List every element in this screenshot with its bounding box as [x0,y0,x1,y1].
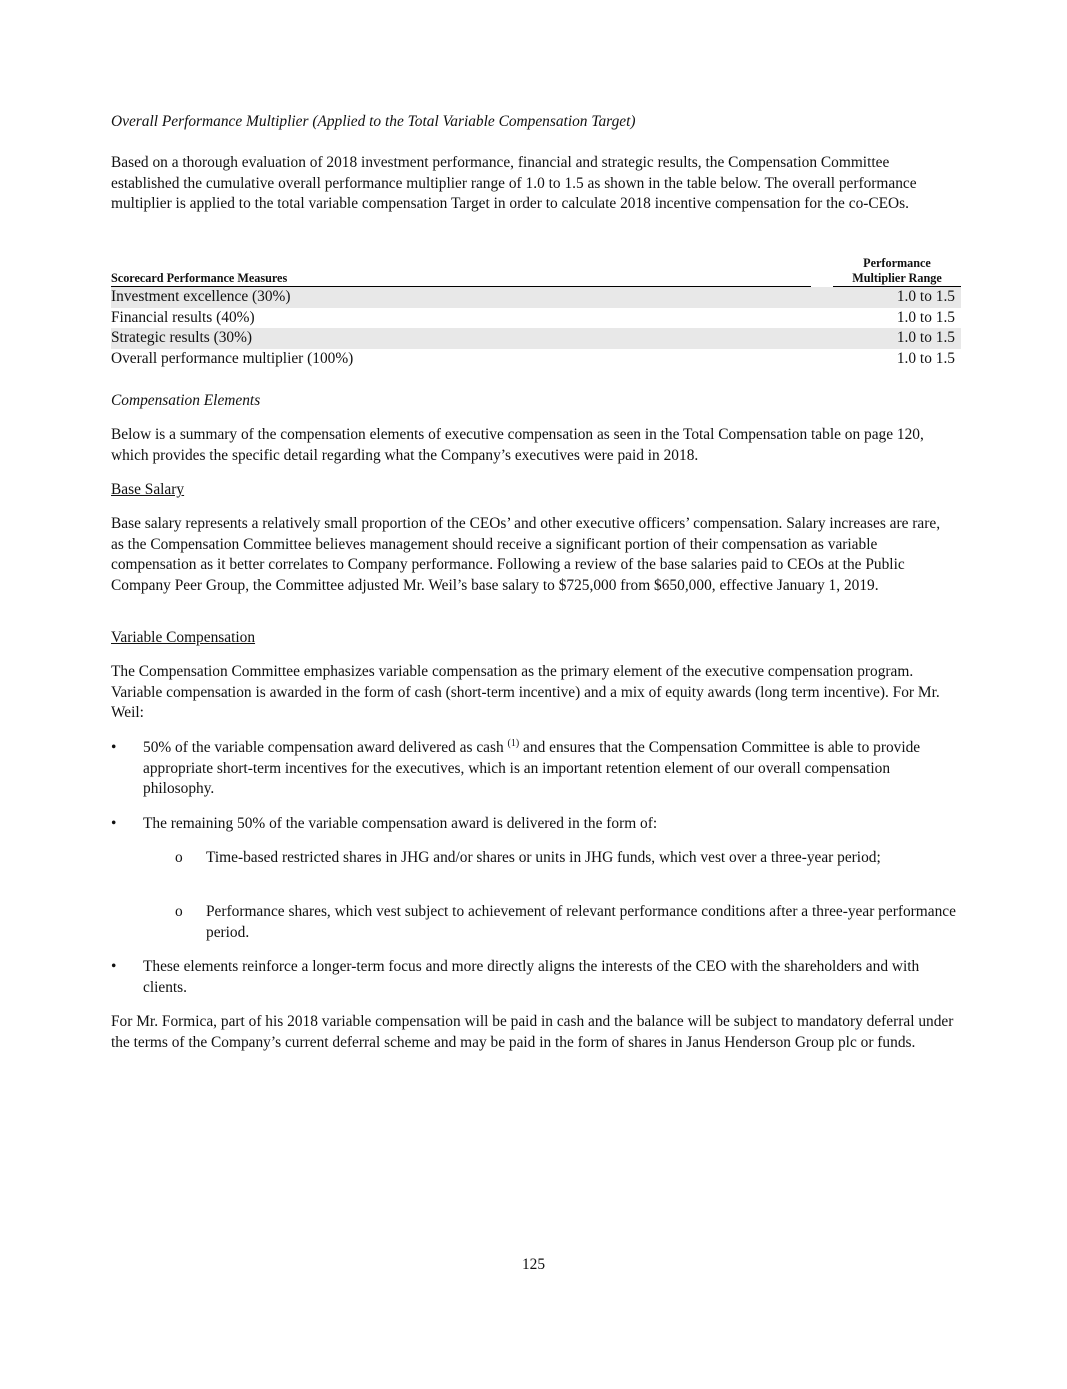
page-number: 125 [521,1256,546,1273]
table-header-row [111,256,961,287]
paragraph-multiplier: Based on a thorough evaluation of 2018 investment performance, financial and strategic results, the Compensation Committee established the cumulative overall performance multiplier range of 1.0 to 1.5 as shown in the table below. The overall performance multiplier is applied to the total variable compensation Target in order to calculate 2018 incentive compensation for the co-CEOs. [111,154,917,212]
sub-bullet-marker: o [175,903,183,920]
paragraph-formica: For Mr. Formica, part of his 2018 variable compensation will be paid in cash and the balance will be subject to mandatory deferral under the terms of the Company’s current deferral scheme and may be paid in the form of shares in Janus Henderson Group plc or funds. [111,1013,954,1051]
footnote-marker: (1) [507,737,520,749]
bullet-marker: • [111,815,117,832]
bullet-remaining: The remaining 50% of the variable compensation award is delivered in the form of: [143,815,658,832]
table-row [111,349,961,370]
bullet-marker: • [111,739,117,756]
bullet-cash: 50% of the variable compensation award delivered as cash $^{(1)}$ and ensures that the Compensation Committee is able to provide appropriate short-term incentives for the executives, which is an important retention element of our overall compensation philosophy. [143,737,921,797]
sub-bullet-marker: o [175,849,183,866]
paragraph-elements: Below is a summary of the compensation elements of executive compensation as seen in the Total Compensation table on page 120, which provides the specific detail regarding what the Company’s executives were paid in 2018. [111,426,924,464]
heading-base-salary: Base Salary [111,481,185,498]
range-cell: 1.0 to 1.5 [833,287,961,308]
range-cell: 1.0 to 1.5 [833,328,961,349]
paragraph-base-salary: Base salary represents a relatively small proportion of the CEOs’ and other executive officers’ compensation. Salary increases are rare, as the Compensation Committee believes management should receive a significant portion of their compensation as variable compensation as it better correlates to Company performance. Following a review of the base salaries paid to CEOs at the Public Company Peer Group, the Committee adjusted Mr. Weil’s base salary to $725,000 from $650,000, effective January 1, 2019. [111,515,941,594]
table-row [111,287,961,308]
paragraph-variable: The Compensation Committee emphasizes variable compensation as the primary element of the executive compensation program. Variable compensation is awarded in the form of cash (short-term incentive) and a mix of equity awards (long term incentive). For Mr. Weil: [111,663,940,721]
sub-bullet-time-based: Time-based restricted shares in JHG and/or shares or units in JHG funds, which vest over a three-year period; [206,849,881,866]
heading-compensation-elements: Compensation Elements [111,392,261,409]
header-multiplier-range: Performance Multiplier Range [833,256,961,287]
table-row [111,328,961,349]
measure-cell: Overall performance multiplier (100%) [111,349,354,367]
measure-cell: Strategic results (30%) [111,328,811,349]
sub-bullet-performance-shares: Performance shares, which vest subject to achievement of relevant performance conditions after a three-year performance period. [206,903,956,941]
header-scorecard-measures: Scorecard Performance Measures [111,256,811,287]
table-row [111,308,961,329]
bullet-marker: • [111,958,117,975]
heading-variable-compensation: Variable Compensation [111,629,256,646]
bullet-longer-term: These elements reinforce a longer-term focus and more directly aligns the interests of the CEO with the shareholders and with clients. [143,958,920,996]
measure-cell: Financial results (40%) [111,308,255,326]
range-cell: 1.0 to 1.5 [896,308,955,326]
scorecard-table [111,256,961,369]
heading-performance-multiplier: Overall Performance Multiplier (Applied to the Total Variable Compensation Target) [111,113,636,130]
range-cell: 1.0 to 1.5 [896,349,955,367]
measure-cell: Investment excellence (30%) [111,287,811,308]
